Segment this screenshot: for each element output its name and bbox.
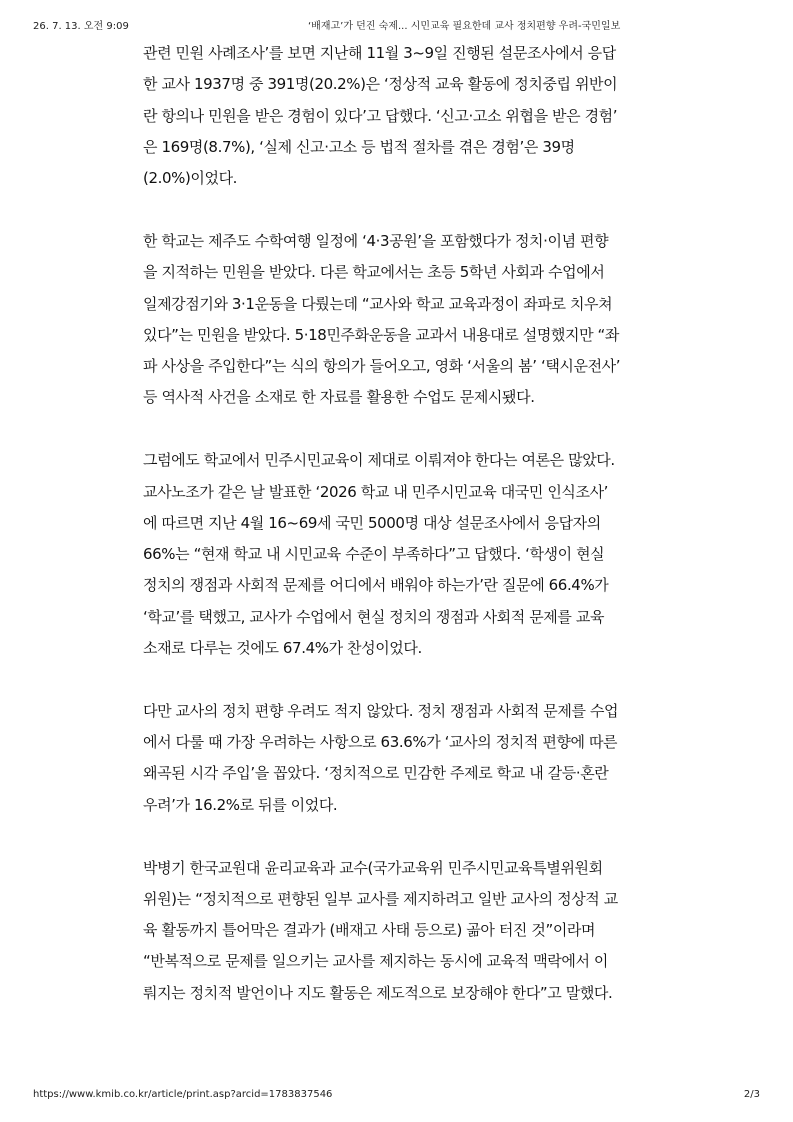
paragraph-line: 육 활동까지 틀어막은 결과가 (배재고 사태 등으로) 곪아 터진 것”이라며 <box>143 921 596 940</box>
paragraph-line: 한 교사 1937명 중 391명(20.2%)은 ‘정상적 교육 활동에 정치중립 위반이 <box>143 75 618 94</box>
paragraph-line: 교사노조가 같은 날 발표한 ‘2026 학교 내 민주시민교육 대국민 인식조사’ <box>143 482 609 501</box>
paragraph-line: 란 항의나 민원을 받은 경험이 있다’고 답했다. ‘신고·고소 위협을 받은 경험’ <box>143 106 618 125</box>
paragraph-line: “반복적으로 문제를 일으키는 교사를 제지하는 동시에 교육적 맥락에서 이 <box>143 952 609 971</box>
paragraph-line: 다만 교사의 정치 편향 우려도 적지 않았다. 정치 쟁점과 사회적 문제를 수업 <box>143 701 619 720</box>
paragraph-spacer <box>143 414 655 446</box>
paragraph-line: 위원)는 “정치적으로 편향된 일부 교사를 제지하려고 일반 교사의 정상적 교 <box>143 889 618 908</box>
paragraph-line: 에서 다룰 때 가장 우려하는 사항으로 63.6%가 ‘교사의 정치적 편향에 따른 <box>143 733 618 752</box>
paragraph-line: 은 169명(8.7%), ‘실제 신고·고소 등 법적 절차를 겪은 경험’은 39명 <box>143 137 575 156</box>
paragraph-line: 박병기 한국교원대 윤리교육과 교수(국가교육위 민주시민교육특별위원회 <box>143 858 603 877</box>
paragraph-line: 정치의 쟁점과 사회적 문제를 어디에서 배워야 하는가’란 질문에 66.4%가 <box>143 576 609 595</box>
article-url[interactable]: https://www.kmib.co.kr/article/print.asp?arcid=1783837546 <box>33 1089 333 1100</box>
print-datetime: 26. 7. 13. 오전 9:09 <box>33 21 129 32</box>
paragraph-line: 파 사상을 주입한다”는 식의 항의가 들어오고, 영화 ‘서울의 봄’ ‘택시운전사’ <box>143 357 621 376</box>
article-paragraph <box>143 696 655 821</box>
document-title: ‘배재고’가 던진 숙제... 시민교육 필요한데 교사 정치편향 우려-국민일보 <box>308 21 621 32</box>
paragraph-line: 에 따르면 지난 4월 16~69세 국민 5000명 대상 설문조사에서 응답자의 <box>143 513 601 532</box>
paragraph-line: ‘학교’를 택했고, 교사가 수업에서 현실 정치의 쟁점과 사회적 문제를 교육 <box>143 607 605 626</box>
paragraph-line: 66%는 “현재 학교 내 시민교육 수준이 부족하다”고 답했다. ‘학생이 현실 <box>143 545 605 564</box>
paragraph-line: 관련 민원 사례조사’를 보면 지난해 11월 3~9일 진행된 설문조사에서 응답 <box>143 44 616 62</box>
article-paragraph <box>143 226 655 414</box>
article-paragraph <box>143 853 655 1009</box>
paragraph-line: 있다”는 민원을 받았다. 5·18민주화운동을 교과서 내용대로 설명했지만 “좌 <box>143 325 620 344</box>
paragraph-line: 뤄지는 정치적 발언이나 지도 활동은 제도적으로 보장해야 한다”고 말했다. <box>143 983 613 1002</box>
paragraph-line: (2.0%)이었다. <box>143 169 238 188</box>
paragraph-spacer <box>143 821 655 853</box>
paragraph-line: 그럼에도 학교에서 민주시민교육이 제대로 이뤄져야 한다는 여론은 많았다. <box>143 451 615 470</box>
paragraph-spacer <box>143 194 655 226</box>
article-body <box>143 38 655 1009</box>
paragraph-line: 등 역사적 사건을 소재로 한 자료를 활용한 수업도 문제시됐다. <box>143 388 535 407</box>
paragraph-line: 한 학교는 제주도 수학여행 일정에 ‘4·3공원’을 포함했다가 정치·이념 편향 <box>143 231 609 250</box>
paragraph-line: 을 지적하는 민원을 받았다. 다른 학교에서는 초등 5학년 사회과 수업에서 <box>143 263 605 282</box>
paragraph-spacer <box>143 664 655 696</box>
article-paragraph <box>143 38 655 194</box>
print-footer <box>33 1088 760 1102</box>
print-header <box>33 20 760 34</box>
paragraph-line: 우려’가 16.2%로 뒤를 이었다. <box>143 795 338 814</box>
paragraph-line: 소재로 다루는 것에도 67.4%가 찬성이었다. <box>143 639 422 658</box>
article-paragraph <box>143 445 655 664</box>
paragraph-line: 왜곡된 시각 주입’을 꼽았다. ‘정치적으로 민감한 주제로 학교 내 갈등·혼란 <box>143 764 609 783</box>
page-number: 2/3 <box>743 1089 760 1100</box>
paragraph-line: 일제강점기와 3·1운동을 다뤘는데 “교사와 학교 교육과정이 좌파로 치우쳐 <box>143 294 613 313</box>
